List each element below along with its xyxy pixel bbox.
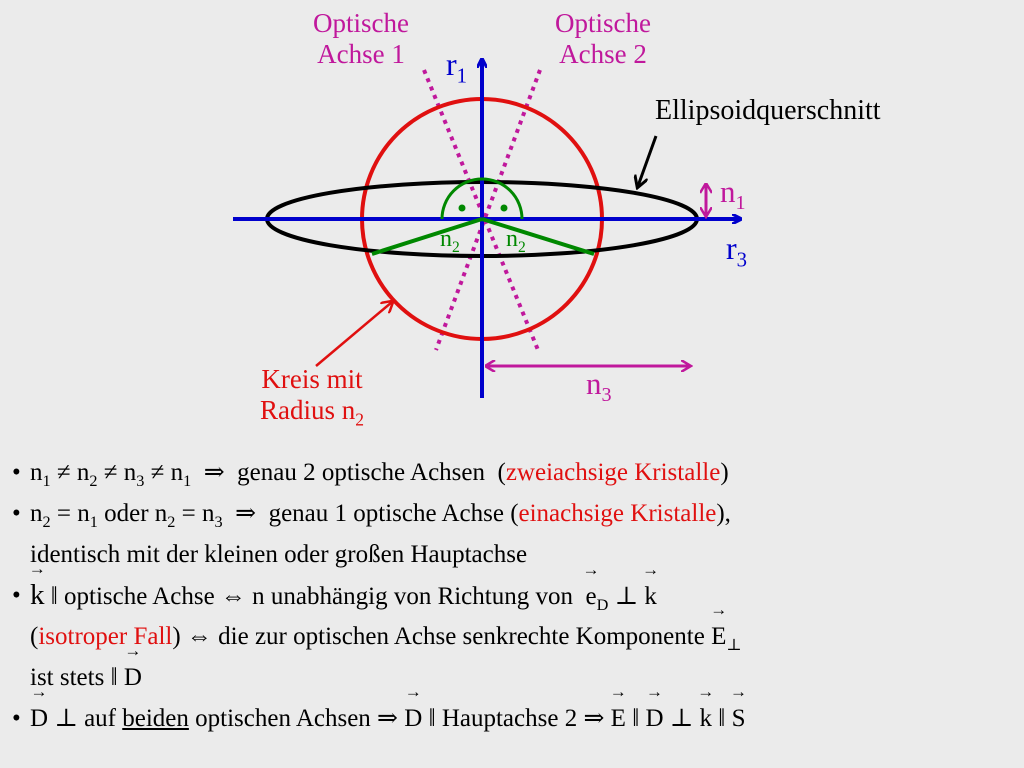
b4-perp: ⊥ auf [48, 705, 123, 732]
b1-pre: n [30, 459, 43, 486]
n3-label [586, 366, 612, 407]
n3-label-sub: 3 [601, 384, 612, 407]
b1-ne2: ≠ n [97, 459, 137, 486]
b2-s3: 2 [167, 513, 176, 531]
b4-par1: ǁ [625, 705, 646, 732]
bullet-marker: • [12, 705, 21, 732]
vector-e: → e [585, 576, 596, 617]
vector-S: → S [732, 698, 746, 739]
bullet-2-text [30, 493, 731, 534]
b1-s3: 3 [136, 472, 145, 490]
bullet-marker: • [12, 582, 21, 609]
n1-label-main: n [720, 174, 736, 209]
b4-par2: ǁ [712, 705, 732, 732]
angle-dot-left [459, 205, 466, 212]
b2-red: einachsige Kristalle [518, 500, 717, 527]
circle-label-line2-sub: 2 [355, 409, 365, 430]
b2-line2: identisch mit der kleinen oder großen Hauptachse [30, 541, 528, 568]
b4-underlined: beiden [122, 705, 189, 732]
n2-line-left [372, 219, 482, 254]
b1-s4: 1 [183, 472, 192, 490]
optic-axis-1-label [296, 8, 426, 70]
vector-D: → D [124, 657, 142, 698]
b3-E-sub: ⊥ [726, 636, 742, 654]
ellipse-pointer-arrow [638, 136, 656, 186]
n2-right-sub: 2 [518, 238, 526, 256]
b3-red: isotroper Fall [38, 623, 173, 650]
vector-D-1: → D [30, 698, 48, 739]
b2-s1: 2 [42, 513, 51, 531]
r1-label-sub: 1 [456, 64, 468, 88]
n1-label-sub: 1 [735, 192, 746, 215]
vector-k-3: → k [700, 698, 713, 739]
bullet-4 [12, 698, 1017, 739]
b2-mid: oder n [97, 500, 168, 527]
bullet-3-text [30, 575, 657, 617]
optic-axis-1-label-line1: Optische [313, 8, 409, 38]
bullet-3-line2 [12, 616, 1017, 657]
b2-post: ), [716, 500, 731, 527]
optic-axis-2-label-line2: Achse 2 [559, 39, 647, 70]
n3-label-main: n [586, 366, 602, 401]
b2-eq2: = n [175, 500, 215, 527]
ellipse-label: Ellipsoidquerschnitt [655, 95, 881, 126]
optic-axis-2-line [436, 70, 540, 350]
bullet-3-line3 [12, 657, 1017, 698]
circle-label-line1: Kreis mit [261, 364, 363, 394]
n2-right-label [506, 226, 526, 254]
circle-label [232, 364, 392, 430]
b1-post: ) [720, 459, 729, 486]
bullet-1 [12, 452, 1017, 493]
b2-text: ⇒ genau 1 optische Achse ( [222, 500, 519, 527]
optic-axis-1-label-line2: Achse 1 [317, 39, 405, 70]
b3-perp: ⊥ [608, 583, 645, 610]
vector-k-2: → k [644, 576, 657, 617]
bullet-4-text [30, 698, 745, 739]
n2-left-sub: 2 [452, 238, 460, 256]
b3-text1: ǁ optische Achse ⇔ n unabhängig von Richtung von [44, 583, 586, 610]
optic-axis-2-label-line1: Optische [555, 8, 651, 38]
bullet-list [12, 452, 1017, 739]
n2-left-main: n [440, 226, 452, 252]
angle-dot-right [501, 205, 508, 212]
b3-text2: ) ⇔ die zur optischen Achse senkrechte Komponente [172, 623, 712, 650]
vector-E-2: → E [611, 698, 626, 739]
vector-D-3: → D [645, 698, 663, 739]
bullet-3 [12, 575, 1017, 616]
n2-line-right [482, 219, 594, 254]
bullet-marker: • [12, 459, 21, 486]
circle-pointer-arrow [316, 302, 392, 366]
circle-label-line2-main: Radius n [259, 395, 356, 426]
optic-axis-2-label [538, 8, 668, 70]
b2-s4: 3 [214, 513, 223, 531]
b1-s1: 1 [42, 472, 51, 490]
r1-label-main: r [446, 46, 457, 82]
n2-right-main: n [506, 226, 518, 252]
bullet-marker: • [12, 500, 21, 527]
r3-label-main: r [726, 230, 737, 266]
r3-label [726, 230, 748, 272]
circle-label-line2 [232, 395, 392, 430]
b2-s2: 1 [89, 513, 98, 531]
bullet-1-text [30, 452, 729, 493]
bullet-2-line2 [12, 534, 1017, 575]
b2-pre: n [30, 500, 43, 527]
b1-s2: 2 [89, 472, 98, 490]
b3-e-sub: D [596, 596, 609, 614]
r1-label [446, 46, 468, 88]
vector-E: → E [711, 616, 726, 657]
b3-open: ( [30, 623, 39, 650]
b1-red: zweiachsige Kristalle [505, 459, 721, 486]
r3-label-sub: 3 [736, 248, 748, 272]
b4-text2: ǁ Hauptachse 2 ⇒ [422, 705, 611, 732]
vector-k: → k [30, 575, 45, 616]
b1-ne3: ≠ n [144, 459, 184, 486]
b4-text1: optischen Achsen ⇒ [188, 705, 405, 732]
b1-ne1: ≠ n [50, 459, 90, 486]
b1-text: ⇒ genau 2 optische Achsen ( [191, 459, 506, 486]
b3-line3: ist stets ǁ [30, 664, 124, 691]
n1-label [720, 174, 746, 215]
n2-left-label [440, 226, 460, 254]
vector-D-2: → D [404, 698, 422, 739]
b4-perp2: ⊥ [663, 705, 700, 732]
bullet-2 [12, 493, 1017, 534]
b2-eq1: = n [50, 500, 90, 527]
